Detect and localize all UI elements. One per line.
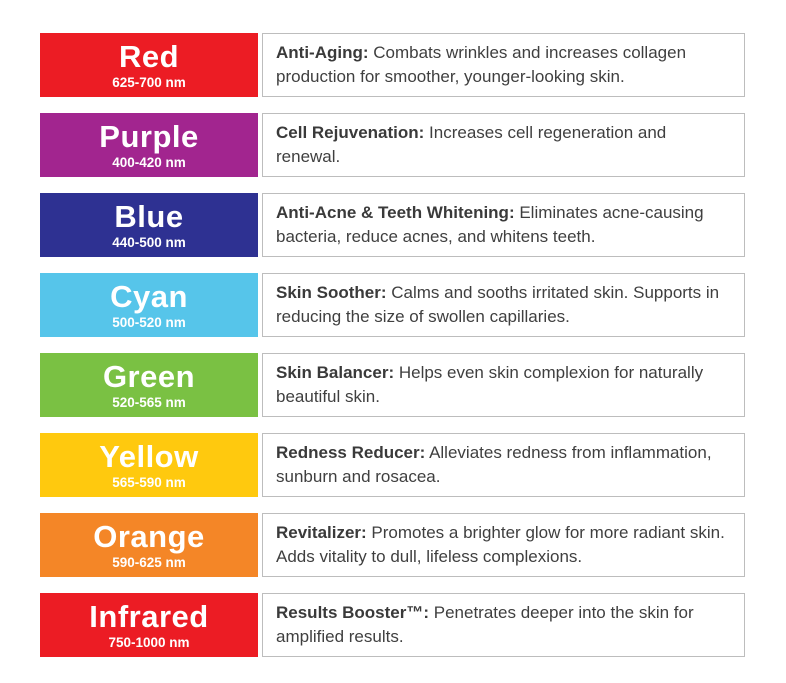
benefit-description [276, 521, 731, 569]
benefit-title: Anti-Aging: [276, 42, 369, 62]
benefit-text: Helps even skin complexion for naturally beautiful skin. [276, 362, 704, 406]
wavelength-range: 400-420 nm [112, 154, 186, 170]
therapy-row-purple [40, 113, 745, 177]
therapy-row-cyan [40, 273, 745, 337]
benefit-description [276, 201, 731, 249]
benefit-text: Eliminates acne-causing bacteria, reduce acnes, and whitens teeth. [276, 202, 704, 246]
therapy-row-infrared [40, 593, 745, 657]
benefit-title: Cell Rejuvenation: [276, 122, 425, 142]
benefit-box [262, 33, 745, 97]
benefit-title: Redness Reducer: [276, 442, 426, 462]
benefit-box [262, 193, 745, 257]
benefit-text: Combats wrinkles and increases collagen production for smoother, younger-looking skin. [276, 42, 687, 86]
benefit-box [262, 353, 745, 417]
color-name: Purple [99, 118, 199, 154]
benefit-title: Skin Soother: [276, 282, 387, 302]
color-swatch-orange [40, 513, 258, 577]
therapy-row-green [40, 353, 745, 417]
therapy-row-yellow [40, 433, 745, 497]
color-swatch-purple [40, 113, 258, 177]
color-swatch-green [40, 353, 258, 417]
benefit-box [262, 113, 745, 177]
benefit-text: Increases cell regeneration and renewal. [276, 122, 667, 166]
benefit-box [262, 273, 745, 337]
wavelength-range: 565-590 nm [112, 474, 186, 490]
benefit-description [276, 121, 731, 169]
benefit-title: Skin Balancer: [276, 362, 395, 382]
benefit-text: Calms and sooths irritated skin. Supports in reducing the size of swollen capillaries. [276, 282, 720, 326]
benefit-description [276, 281, 731, 329]
color-name: Orange [93, 518, 205, 554]
color-name: Yellow [99, 438, 199, 474]
wavelength-range: 500-520 nm [112, 314, 186, 330]
wavelength-range: 750-1000 nm [108, 634, 190, 650]
therapy-row-red [40, 33, 745, 97]
benefit-description [276, 601, 731, 649]
benefit-title: Results Booster™: [276, 602, 430, 622]
benefit-description [276, 361, 731, 409]
benefit-box [262, 593, 745, 657]
benefit-title: Anti-Acne & Teeth Whitening: [276, 202, 515, 222]
color-swatch-yellow [40, 433, 258, 497]
benefit-description [276, 441, 731, 489]
wavelength-range: 590-625 nm [112, 554, 186, 570]
benefit-title: Revitalizer: [276, 522, 367, 542]
color-name: Blue [114, 198, 184, 234]
wavelength-range: 625-700 nm [112, 74, 186, 90]
color-swatch-blue [40, 193, 258, 257]
color-swatch-infrared [40, 593, 258, 657]
benefit-text: Promotes a brighter glow for more radiant skin. Adds vitality to dull, lifeless complexions. [276, 522, 725, 566]
benefit-box [262, 513, 745, 577]
therapy-row-orange [40, 513, 745, 577]
color-name: Infrared [89, 598, 209, 634]
color-swatch-red [40, 33, 258, 97]
benefit-text: Alleviates redness from inflammation, sunburn and rosacea. [276, 442, 712, 486]
benefit-description [276, 41, 731, 89]
benefit-box [262, 433, 745, 497]
wavelength-range: 520-565 nm [112, 394, 186, 410]
wavelength-range: 440-500 nm [112, 234, 186, 250]
color-name: Cyan [110, 278, 188, 314]
color-name: Red [118, 38, 180, 74]
color-name: Green [102, 358, 196, 394]
therapy-row-blue [40, 193, 745, 257]
color-swatch-cyan [40, 273, 258, 337]
benefit-text: Penetrates deeper into the skin for amplified results. [276, 602, 694, 646]
